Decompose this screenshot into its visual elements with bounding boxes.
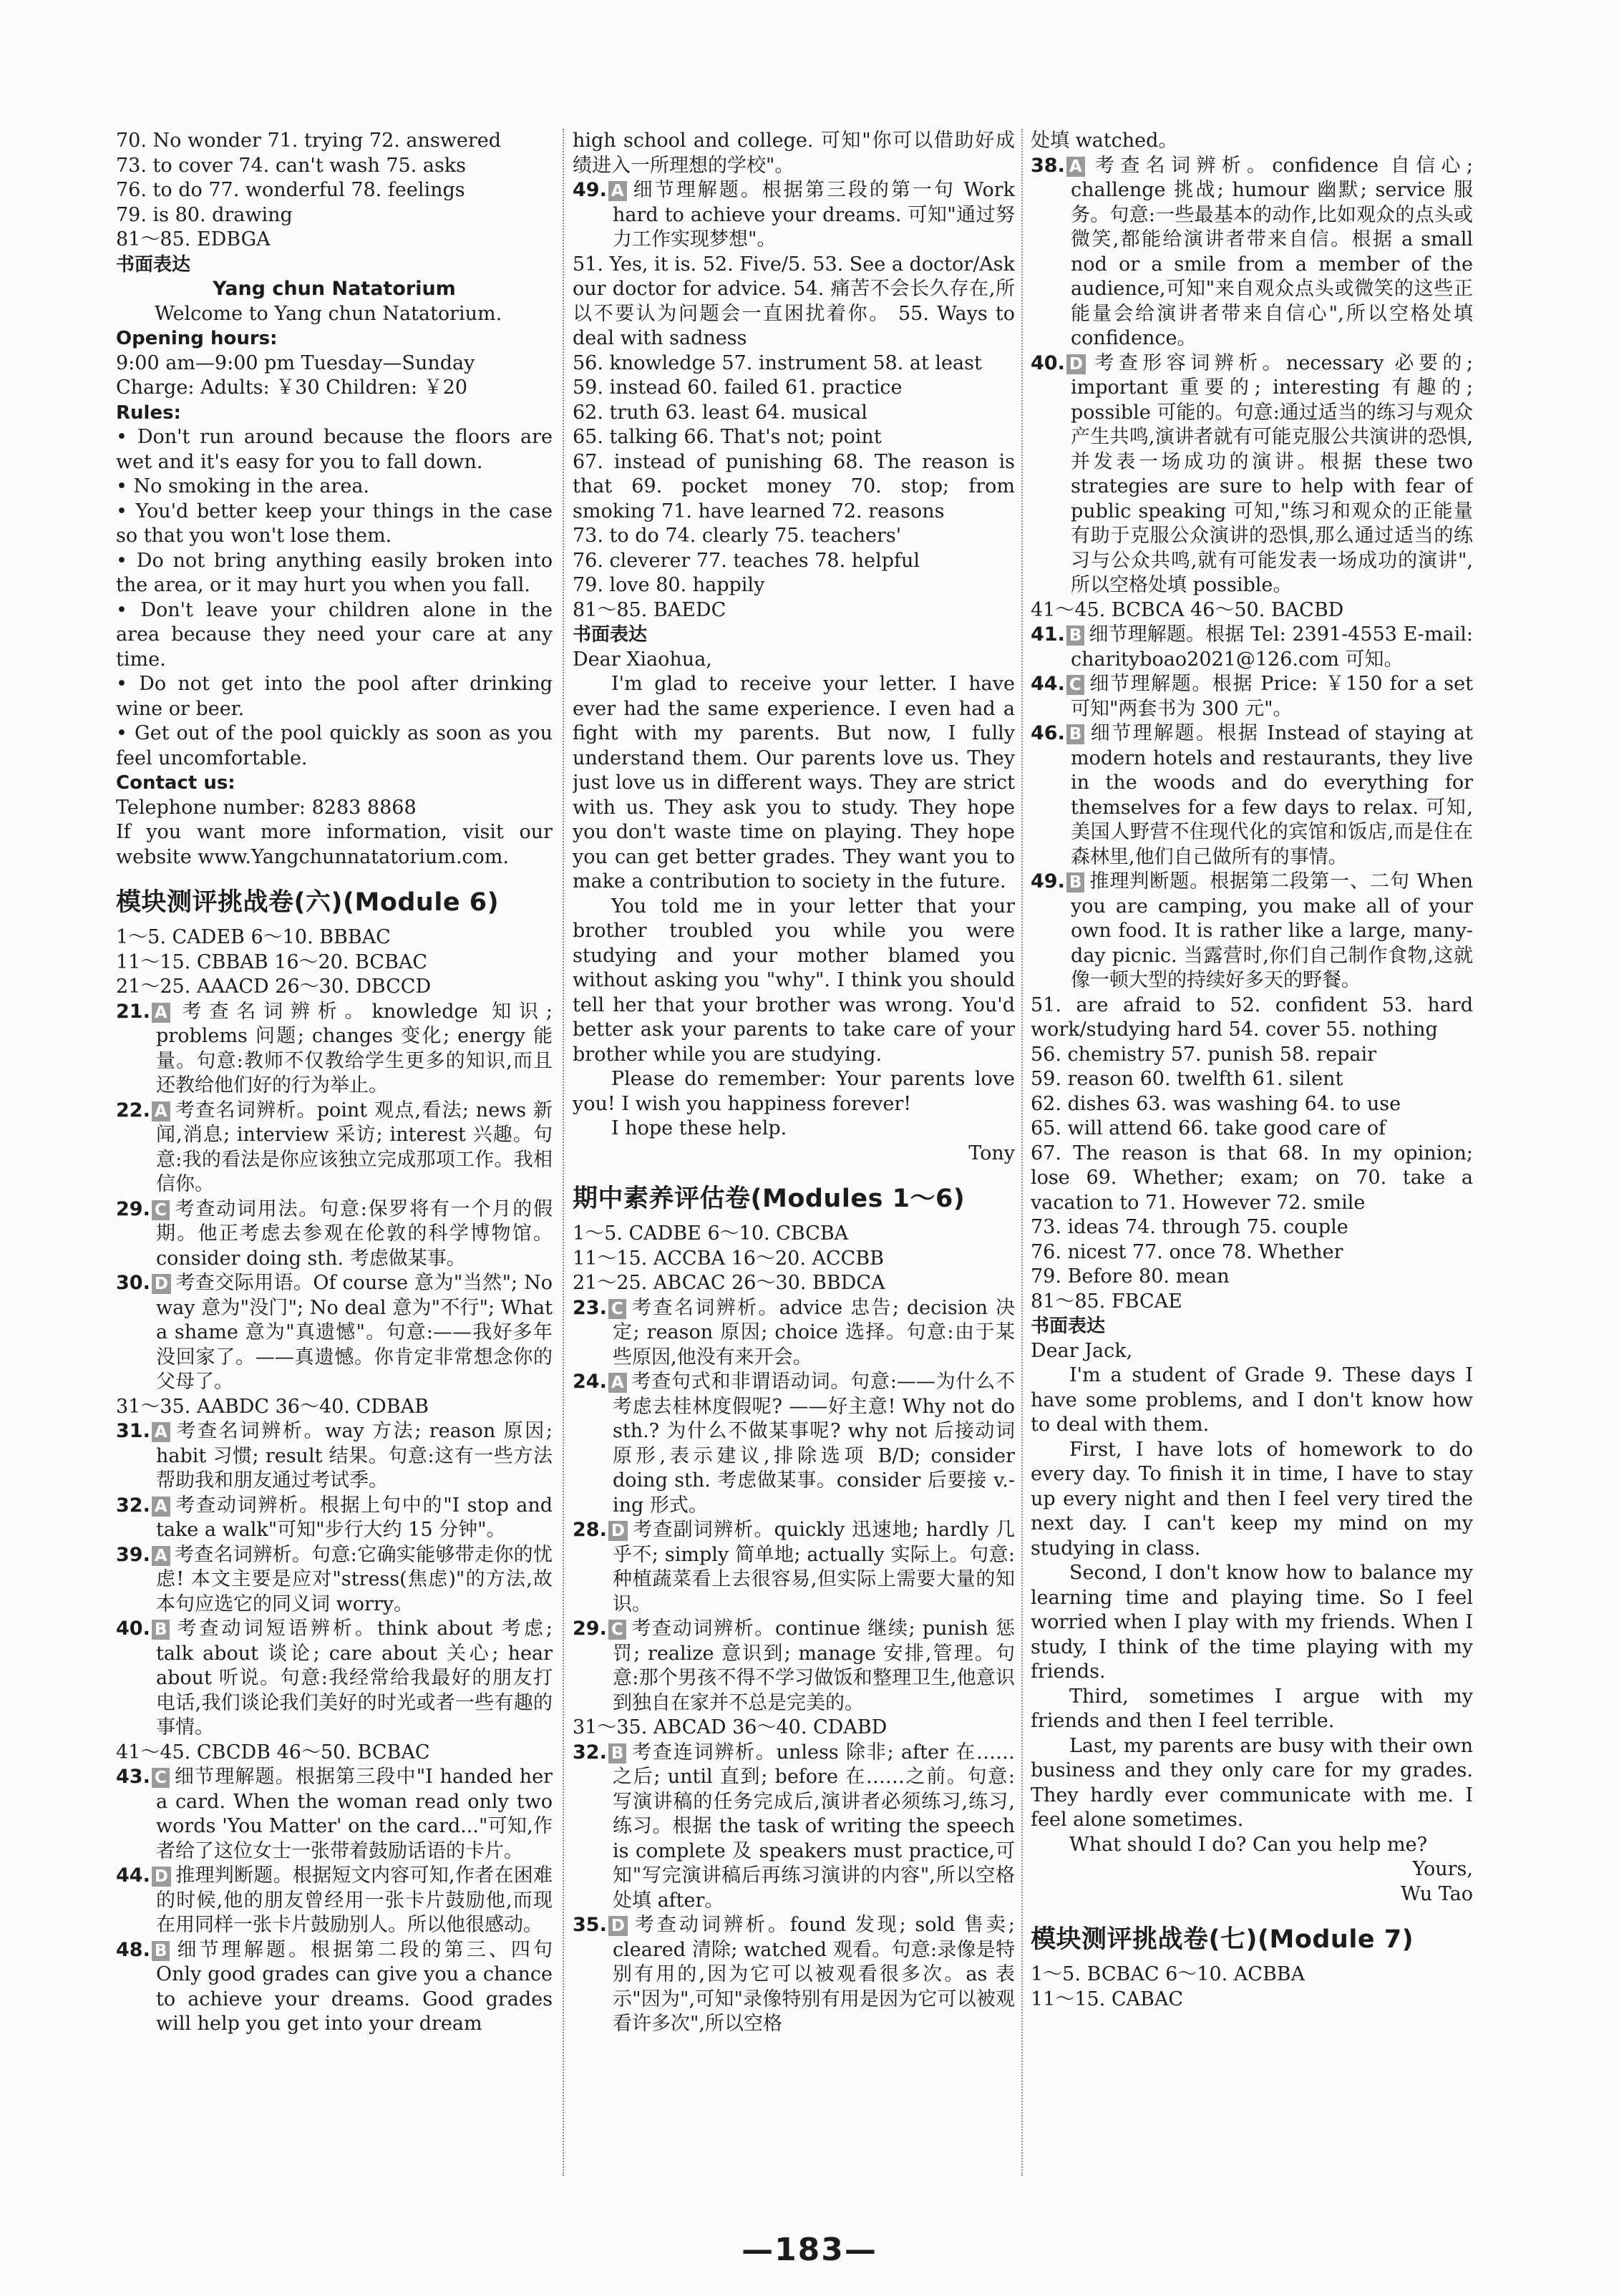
answer-explanation <box>573 178 1015 253</box>
paragraph: What should I do? Can you help me? <box>1069 1833 1428 1856</box>
answer-badge: A <box>152 1546 170 1566</box>
question-number: 38. <box>1031 154 1065 177</box>
text-line: 79. is 80. drawing <box>116 203 293 226</box>
question-number: 21. <box>116 1000 150 1023</box>
question-number: 39. <box>116 1543 150 1566</box>
text-line: 1～5. CADEB 6～10. BBBAC <box>116 926 391 948</box>
column-right <box>1031 129 1473 2169</box>
text-line: 41～45. CBCDB 46～50. BCBAC <box>116 1741 430 1764</box>
paragraph: Welcome to Yang chun Natatorium. <box>155 302 502 325</box>
answer-explanation <box>1031 870 1473 993</box>
explanation-text: 考查名词辨析。point 观点,看法; news 新闻,消息; interview 采访; interest 兴趣。句意:我的看法是你应该独立完成那项工作。我相信你。 <box>156 1099 553 1195</box>
paragraph: Please do remember: Your parents love you! I wish you happiness forever! <box>573 1068 1015 1115</box>
explanation-text: 考查副词辨析。quickly 迅速地; hardly 几乎不; simply 简单地; actually 实际上。句意:种植蔬菜看上去很容易,但实际上需要大量的知识。 <box>613 1519 1015 1615</box>
question-number: 40. <box>116 1618 150 1640</box>
explanation-text: 考查交际用语。Of course 意为"当然"; No way 意为"没门"; No deal 意为"不行"; What a shame 意为"真遗憾"。句意:——我好多年没回家了。——真遗憾。你肯定非常想念你的父母了。 <box>156 1272 553 1393</box>
question-number: 23. <box>573 1296 607 1319</box>
answer-badge: B <box>1066 626 1085 646</box>
text-line: 11～15. ACCBA 16～20. ACCBB <box>573 1247 884 1270</box>
explanation-text: 考查句式和非谓语动词。句意:——为什么不考虑去桂林度假呢? ——好主意! Why not do sth.? 为什么不做某事呢? why not 后接动词原形,表示建议,排除选项 B/D; consider doing sth. 考虑做某事。consider 后要接 v.-ing 形式。 <box>613 1371 1015 1517</box>
answer-badge: A <box>152 1497 170 1517</box>
answer-explanation <box>116 1000 553 1099</box>
text-line: • You'd better keep your things in the case so that you won't lose them. <box>116 500 553 547</box>
text-line: 51. Yes, it is. 52. Five/5. 53. See a doctor/Ask our doctor for advice. 54. 痛苦不会长久存在,所以不要认为问题会一直困扰着你。 55. Ways to deal with sadness <box>573 253 1015 349</box>
explanation-text: 细节理解题。根据 Instead of staying at modern hotels and restaurants, they live in the woods and do everything for themselves for a few days to relax. 可知,美国人野营不住现代化的宾馆和饭店,而是住在森林里,他们自己做所有的事情。 <box>1071 722 1473 868</box>
answer-explanation <box>116 1419 553 1494</box>
text-line: 11～15. CABAC <box>1031 1988 1184 2010</box>
explanation-text: 考查名词辨析。句意:它确实能够带走你的忧虑! 本文主要是应对"stress(焦虑)"的方法,故本句应选它的同义词 worry。 <box>156 1543 553 1615</box>
answer-badge: A <box>152 1003 170 1023</box>
answer-explanation <box>1031 721 1473 870</box>
signature-line: Tony <box>968 1142 1015 1164</box>
question-number: 28. <box>573 1519 607 1541</box>
text-line: 31～35. ABCAD 36～40. CDABD <box>573 1716 888 1738</box>
answer-explanation <box>116 1938 553 2037</box>
answer-explanation <box>573 1370 1015 1518</box>
text-line: 1～5. BCBAC 6～10. ACBBA <box>1031 1963 1306 1985</box>
text-line: Dear Jack, <box>1031 1339 1133 1362</box>
answer-explanation <box>1031 154 1473 351</box>
answer-explanation <box>116 1765 553 1864</box>
text-line: • No smoking in the area. <box>116 475 370 497</box>
explanation-text: 考查形容词辨析。necessary 必要的; important 重要的; interesting 有趣的; possible 可能的。句意:通过适当的练习与观众产生共鸣,演讲者就有可能克服公共演讲的恐惧,并发表一场成功的演讲。根据 these two strategies are sure to help with fear of public speaking 可知,"练习和观众的正能量有助于克服公众演讲的恐惧,那么通过适当的练习与公众共鸣,就有可能发表一场成功的演讲",所以空格处填 possible。 <box>1071 351 1473 596</box>
question-number: 32. <box>573 1741 607 1764</box>
answer-badge: D <box>608 1521 628 1541</box>
question-number: 22. <box>116 1099 150 1122</box>
text-line: • Don't leave your children alone in the area because they need your care at any time. <box>116 598 553 671</box>
answer-badge: B <box>152 1620 170 1640</box>
answer-badge: C <box>152 1200 170 1220</box>
subheading: Rules: <box>116 402 181 424</box>
explanation-text: 考查动词辨析。found 发现; sold 售卖; cleared 清除; watched 观看。句意:录像是特别有用的,因为它可以被观看很多次。as 表示"因为",可知"录像特别有用是因为它可以被观看许多次",所以空格 <box>613 1914 1015 2035</box>
text-line: 81～85. EDBGA <box>116 228 271 250</box>
subheading: Opening hours: <box>116 328 278 349</box>
text-line: • Get out of the pool quickly as soon as you feel uncomfortable. <box>116 722 553 769</box>
text-line: 76. cleverer 77. teaches 78. helpful <box>573 549 920 572</box>
text-line: • Do not get into the pool after drinking wine or beer. <box>116 673 553 720</box>
answer-badge: B <box>608 1743 627 1764</box>
section-title: 期中素养评估卷(Modules 1～6) <box>573 1185 966 1213</box>
text-line: 73. ideas 74. through 75. couple <box>1031 1216 1348 1238</box>
explanation-text: 细节理解题。根据第三段的第一句 Work hard to achieve your dreams. 可知"通过努力工作实现梦想"。 <box>613 179 1015 250</box>
answer-explanation <box>116 1617 553 1741</box>
answer-explanation <box>116 1271 553 1395</box>
text-line: 21～25. ABCAC 26～30. BBDCA <box>573 1272 885 1294</box>
question-number: 29. <box>573 1618 607 1640</box>
explanation-text: 推理判断题。根据第二段第一、二句 When you are camping, you make all of your own food. It is rather like a large, many-day picnic. 当露营时,你们自己制作食物,这就像一顿大型的持续好多天的野餐。 <box>1071 870 1473 991</box>
paragraph: I hope these help. <box>611 1117 787 1139</box>
paragraph: You told me in your letter that your brother troubled you while you were studying and your mother blamed you without asking you "why". I think you should tell her that your brother was wrong. You'd better ask your parents to take care of your brother while you are studying. <box>573 895 1015 1066</box>
explanation-text: 考查动词辨析。根据上句中的"I stop and take a walk"可知"步行大约 15 分钟"。 <box>156 1494 553 1541</box>
text-line: 21～25. AAACD 26～30. DBCCD <box>116 976 432 998</box>
text-line: Dear Xiaohua, <box>573 648 712 671</box>
text-line: 62. dishes 63. was washing 64. to use <box>1031 1092 1401 1115</box>
answer-badge: A <box>152 1422 170 1442</box>
question-number: 44. <box>1031 673 1065 695</box>
explanation-text: 细节理解题。根据 Price: ￥150 for a set 可知"两套书为 300 元"。 <box>1071 673 1473 720</box>
text-line: 73. to cover 74. can't wash 75. asks <box>116 154 467 177</box>
question-number: 24. <box>573 1371 607 1393</box>
subheading: 书面表达 <box>573 624 648 646</box>
question-number: 32. <box>116 1494 150 1517</box>
answer-explanation <box>1031 351 1473 598</box>
explanation-text: 考查名词辨析。knowledge 知识; problems 问题; changes 变化; energy 能量。句意:教师不仅教给学生更多的知识,而且还教给他们好的行为举止。 <box>156 1000 553 1096</box>
question-number: 31. <box>116 1420 150 1442</box>
column-middle <box>573 129 1015 2169</box>
text-line: high school and college. 可知"你可以借助好成绩进入一所理想的学校"。 <box>573 130 1015 177</box>
text-line: 73. to do 74. clearly 75. teachers' <box>573 525 902 547</box>
answer-explanation <box>1031 672 1473 721</box>
text-line: • Do not bring anything easily broken into the area, or it may hurt you when you fall. <box>116 549 553 596</box>
question-number: 44. <box>116 1864 150 1887</box>
answer-badge: A <box>152 1101 170 1122</box>
answer-badge: A <box>1066 157 1085 177</box>
answer-badge: D <box>152 1867 171 1887</box>
explanation-text: 推理判断题。根据短文内容可知,作者在困难的时候,他的朋友曾经用一张卡片鼓励他,而现在用同样一张卡片鼓励别人。所以他很感动。 <box>156 1864 553 1936</box>
answer-explanation <box>116 1099 553 1197</box>
question-number: 49. <box>1031 870 1065 892</box>
answer-explanation <box>573 1296 1015 1371</box>
text-line: 65. will attend 66. take good care of <box>1031 1117 1386 1139</box>
text-line: 81～85. FBCAE <box>1031 1290 1182 1313</box>
answer-explanation <box>573 1913 1015 2037</box>
explanation-text: 考查连词辨析。unless 除非; after 在……之后; until 直到; before 在……之前。句意:写演讲稿的任务完成后,演讲者必须练习,练习,练习。根据 the task of writing the speech is complete 及 speakers must practice,可知"写完演讲稿后再练习演讲的内容",所以空格处填 after。 <box>613 1741 1015 1912</box>
explanation-text: 细节理解题。根据第三段中"I handed her a card. When the woman read only two words 'You Matter' on the card..."可知,作者给了这位女士一张带着鼓励话语的卡片。 <box>156 1766 553 1862</box>
answer-badge: D <box>152 1274 171 1294</box>
answer-explanation <box>116 1543 553 1618</box>
answer-badge: D <box>608 1916 628 1936</box>
answer-badge: C <box>1066 675 1084 695</box>
answer-badge: C <box>608 1299 626 1319</box>
text-line: Telephone number: 8283 8868 <box>116 796 417 819</box>
explanation-text: 细节理解题。根据第二段的第三、四句 Only good grades can give you a chance to achieve your dreams. Good grades will help you get into your dream <box>156 1938 553 2035</box>
answer-badge: A <box>608 181 627 201</box>
answer-explanation <box>116 1197 553 1272</box>
paragraph: Third, sometimes I argue with my friends and then I feel terrible. <box>1031 1685 1473 1732</box>
explanation-text: 考查名词辨析。way 方法; reason 原因; habit 习惯; result 结果。句意:这有一些方法帮助我和朋友通过考试季。 <box>156 1420 553 1492</box>
explanation-text: 考查动词用法。句意:保罗将有一个月的假期。他正考虑去参观在伦敦的科学博物馆。consider doing sth. 考虑做某事。 <box>156 1197 553 1270</box>
answer-badge: B <box>1066 724 1085 744</box>
text-line: 11～15. CBBAB 16～20. BCBAC <box>116 950 428 973</box>
explanation-text: 考查动词辨析。continue 继续; punish 惩罚; realize 意识到; manage 安排,管理。句意:那个男孩不得不学习做饭和整理卫生,他意识到独自在家并不总是完美的。 <box>613 1618 1015 1714</box>
text-line: 56. chemistry 57. punish 58. repair <box>1031 1043 1377 1066</box>
text-line: 67. instead of punishing 68. The reason is that 69. pocket money 70. stop; from smoking 71. have learned 72. reasons <box>573 450 1015 522</box>
answer-explanation <box>573 1741 1015 1914</box>
column-divider <box>563 129 564 2176</box>
signature-line: Yours, <box>1412 1858 1473 1880</box>
text-line: 79. love 80. happily <box>573 574 765 596</box>
text-line: 67. The reason is that 68. In my opinion; lose 69. Whether; exam; on 70. take a vacation to 71. However 72. smile <box>1031 1142 1473 1214</box>
text-line: 65. talking 66. That's not; point <box>573 426 882 448</box>
text-line: 31～35. AABDC 36～40. CDBAB <box>116 1395 429 1418</box>
question-number: 48. <box>116 1938 150 1961</box>
text-line: 81～85. BAEDC <box>573 598 726 621</box>
text-line: 56. knowledge 57. instrument 58. at least <box>573 351 982 374</box>
answer-explanation <box>1031 623 1473 672</box>
notice-title: Yang chun Natatorium <box>213 278 456 300</box>
answer-badge: B <box>152 1941 170 1961</box>
text-line: 70. No wonder 71. trying 72. answered <box>116 130 502 152</box>
text-line: 76. nicest 77. once 78. Whether <box>1031 1240 1343 1263</box>
paragraph: Last, my parents are busy with their own business and they only care for my grades. They hardly ever communicate with me. I feel alone sometimes. <box>1031 1734 1473 1831</box>
answer-explanation <box>116 1864 553 1938</box>
signature-line: Wu Tao <box>1401 1882 1473 1905</box>
section-title: 模块测评挑战卷(七)(Module 7) <box>1031 1925 1414 1954</box>
paragraph: I'm glad to receive your letter. I have ever had the same experience. I even had a fight with my parents. But now, I fully understand them. Our parents love us. They just love us in different ways. They are strict with us. They ask you to study. They hope you don't waste time on playing. They hope you can get better grades. They want you to make a contribution to society in the future. <box>573 673 1015 892</box>
answer-badge: C <box>152 1768 170 1788</box>
answer-explanation <box>573 1617 1015 1716</box>
question-number: 40. <box>1031 351 1065 374</box>
paragraph: I'm a student of Grade 9. These days I have some problems, and I don't know how to deal with them. <box>1031 1364 1473 1436</box>
answer-badge: C <box>608 1620 626 1640</box>
text-line: 62. truth 63. least 64. musical <box>573 401 867 424</box>
question-number: 46. <box>1031 722 1065 744</box>
explanation-text: 考查名词辨析。confidence 自信心; challenge 挑战; humour 幽默; service 服务。句意:一些最基本的动作,比如观众的点头或微笑,都能给演讲者带来自信。根据 a small nod or a smile from a member of the audience,可知"来自观众点头或微笑的这些正能量会给演讲者带来自信心",所以空格处填 confidence。 <box>1071 154 1473 349</box>
text-line: 51. are afraid to 52. confident 53. hard work/studying hard 54. cover 55. nothing <box>1031 993 1473 1041</box>
page-number: —183— <box>742 2232 877 2268</box>
question-number: 43. <box>116 1766 150 1788</box>
text-line: 1～5. CADBE 6～10. CBCBA <box>573 1222 849 1245</box>
section-title: 模块测评挑战卷(六)(Module 6) <box>116 888 500 917</box>
text-line: 79. Before 80. mean <box>1031 1265 1230 1288</box>
explanation-text: 考查名词辨析。advice 忠告; decision 决定; reason 原因; choice 选择。句意:由于某些原因,他没有来开会。 <box>613 1296 1015 1368</box>
column-divider <box>1021 129 1023 2176</box>
paragraph: First, I have lots of homework to do every day. To finish it in time, I have to stay up every night and then I feel very tired the next day. I can't keep my mind on my studying in class. <box>1031 1438 1473 1560</box>
question-number: 30. <box>116 1272 150 1294</box>
column-left <box>116 129 553 2169</box>
subheading: 书面表达 <box>116 253 191 276</box>
answer-badge: A <box>608 1373 627 1393</box>
subheading: 书面表达 <box>1031 1315 1106 1337</box>
question-number: 35. <box>573 1914 607 1936</box>
text-line: Charge: Adults: ￥30 Children: ￥20 <box>116 376 468 399</box>
answer-explanation <box>116 1494 553 1543</box>
text-line: 41～45. BCBCA 46～50. BACBD <box>1031 598 1344 621</box>
subheading: Contact us: <box>116 772 235 794</box>
text-line: 76. to do 77. wonderful 78. feelings <box>116 179 465 201</box>
explanation-text: 考查动词短语辨析。think about 考虑; talk about 谈论; care about 关心; hear about 听说。句意:我经常给我最好的朋友打电话,我们谈论我们美好的时光或者一些有趣的事情。 <box>156 1618 553 1738</box>
text-line: 9:00 am—9:00 pm Tuesday—Sunday <box>116 351 475 374</box>
text-line: 59. instead 60. failed 61. practice <box>573 376 903 399</box>
answer-badge: D <box>1066 354 1086 374</box>
text-line: If you want more information, visit our website www.Yangchunnatatorium.com. <box>116 821 553 868</box>
question-number: 49. <box>573 179 607 201</box>
answer-badge: B <box>1066 872 1085 892</box>
answer-explanation <box>573 1518 1015 1617</box>
text-line: • Don't run around because the floors are wet and it's easy for you to fall down. <box>116 426 553 473</box>
question-number: 41. <box>1031 623 1065 646</box>
text-line: 59. reason 60. twelfth 61. silent <box>1031 1068 1343 1090</box>
text-line: 处填 watched。 <box>1031 130 1178 152</box>
paragraph: Second, I don't know how to balance my learning time and playing time. So I feel worried when I play with my friends. When I study, I think of the time playing with my friends. <box>1031 1562 1473 1683</box>
explanation-text: 细节理解题。根据 Tel: 2391-4553 E-mail: charityboao2021@126.com 可知。 <box>1071 623 1473 671</box>
question-number: 29. <box>116 1197 150 1220</box>
